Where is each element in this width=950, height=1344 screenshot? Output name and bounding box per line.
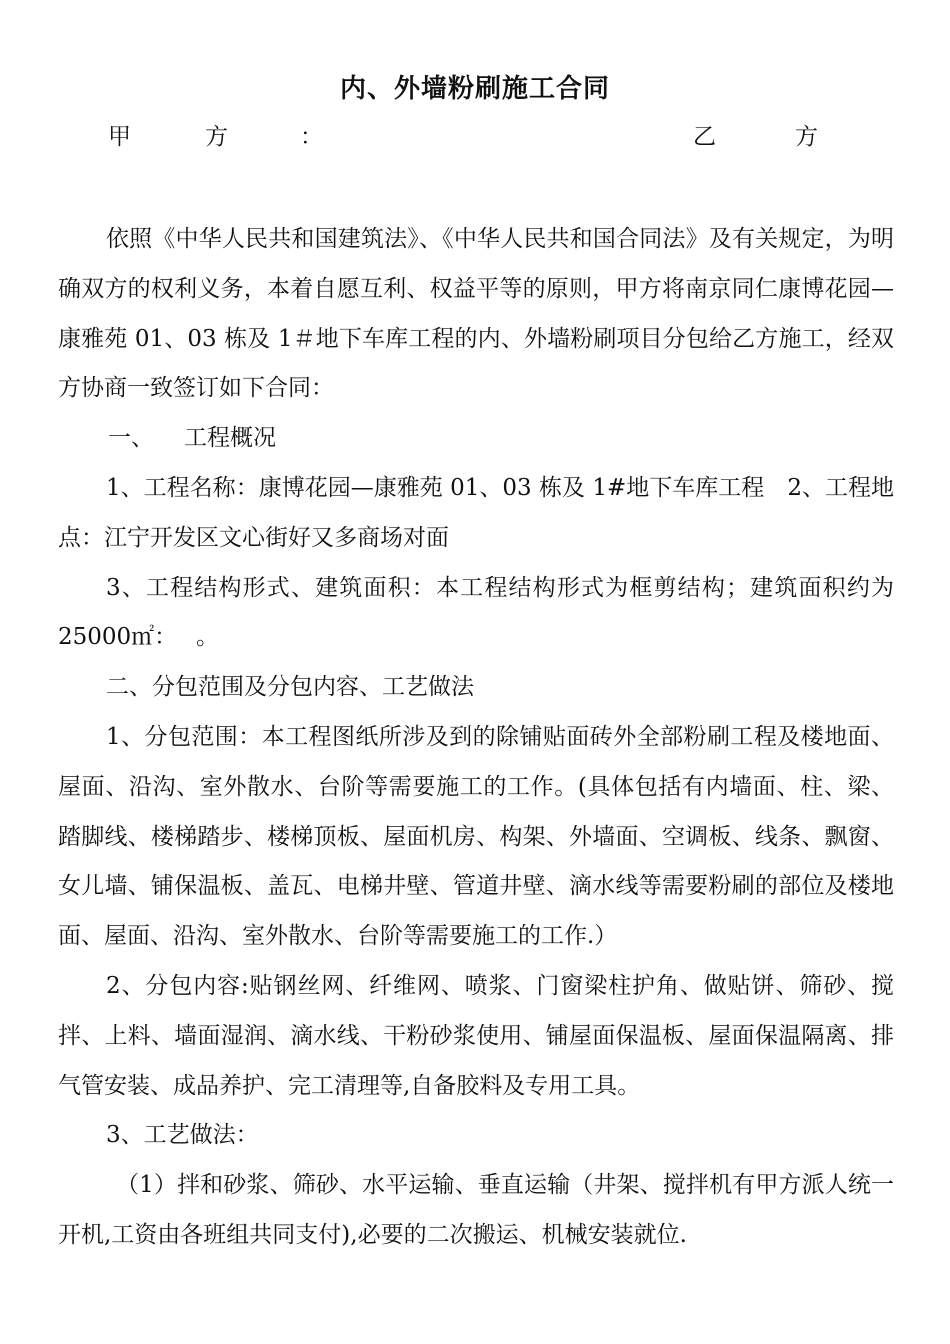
- page-title: 内、外墙粉刷施工合同: [339, 74, 610, 104]
- content-paragraph: 2、分包内容:贴钢丝网、纤维网、喷浆、门窗梁柱护角、做贴饼、筛砂、搅拌、上料、墙面湿润、滴水线、干粉砂浆使用、铺屋面保温板、屋面保温隔离、排气管安装、成品养护、完工清理等,自备胶料及专用工具。: [58, 972, 894, 1099]
- party-a-colon: ：: [300, 124, 323, 150]
- scope-paragraph: 1、分包范围：本工程图纸所涉及到的除铺贴面砖外全部粉刷工程及楼地面、屋面、沿沟、室外散水、台阶等需要施工的工作。(具体包括有内墙面、柱、梁、踏脚线、楼梯踏步、楼梯顶板、屋面机房、构架、外墙面、空调板、线条、飘窗、女儿墙、铺保温板、盖瓦、电梯井壁、管道井壁、滴水线等需要粉刷的部位及楼地面、屋面、沿沟、室外散水、台阶等需要施工的工作.）: [58, 723, 894, 950]
- project-name-paragraph: 1、工程名称：康博花园—康雅苑 01、03 栋及 1#地下车库工程 2、工程地点：江宁开发区文心街好又多商场对面: [58, 474, 894, 551]
- party-a-char-2: 方: [205, 124, 228, 150]
- intro-paragraph: 依照《中华人民共和国建筑法》、《中华人民共和国合同法》及有关规定，为明确双方的权利义务，本着自愿互利、权益平等的原则，甲方将南京同仁康博花园—康雅苑 01、03 栋及 1＃地下车库工程的内、外墙粉刷项目分包给乙方施工，经双方协商一致签订如下合同：: [58, 226, 894, 402]
- structure-paragraph: 3、工程结构形式、建筑面积：本工程结构形式为框剪结构；建筑面积约为25000㎡： 。: [58, 574, 894, 651]
- party-a-char-1: 甲: [108, 124, 131, 150]
- method-heading: 3、工艺做法：: [106, 1122, 259, 1149]
- party-b-char-1: 乙: [693, 124, 716, 150]
- contract-body: [58, 215, 894, 1261]
- party-b-char-2: 方: [795, 124, 818, 150]
- section-2-heading: 二、分包范围及分包内容、工艺做法: [106, 674, 474, 701]
- section-1-heading: [58, 414, 894, 464]
- section-1-title: 工程概况: [184, 425, 276, 452]
- method-step-1: （1）拌和砂浆、筛砂、水平运输、垂直运输（井架、搅拌机有甲方派人统一开机,工资由各班组共同支付),必要的二次搬运、机械安装就位.: [58, 1172, 894, 1248]
- section-1-number: 一、: [108, 425, 154, 452]
